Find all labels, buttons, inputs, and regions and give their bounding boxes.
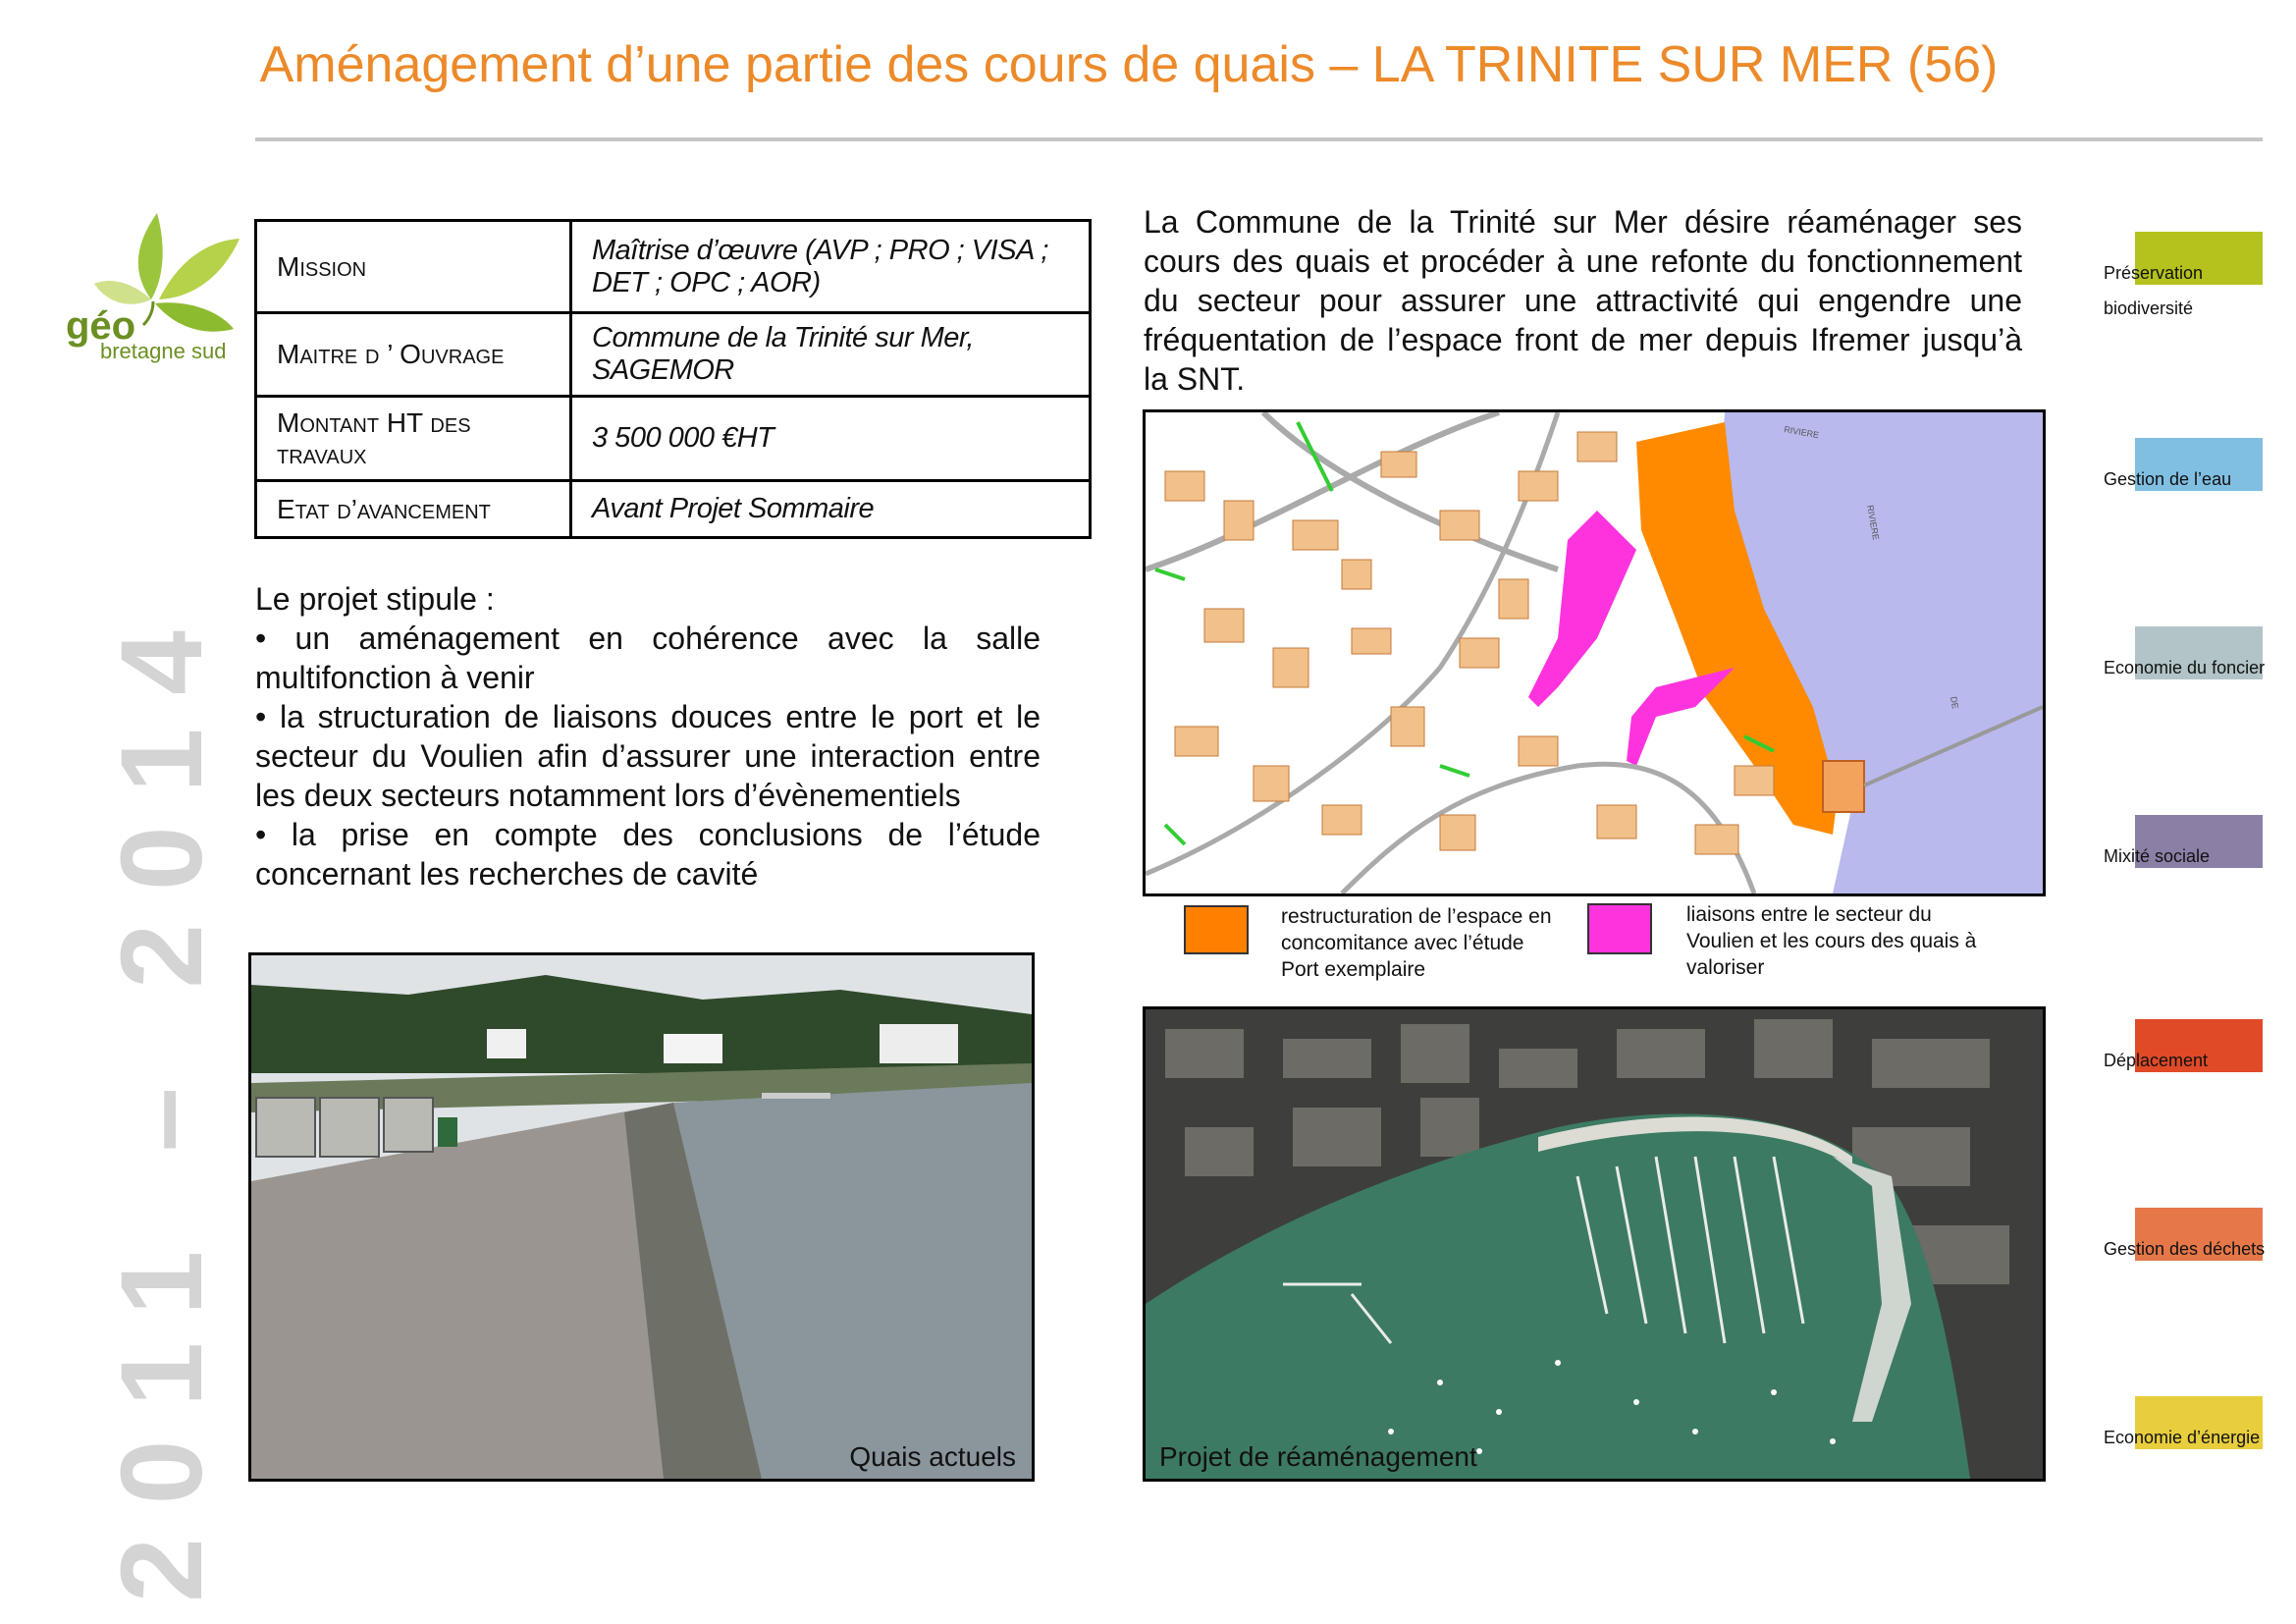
years-watermark: 2011 – 2014 [97,597,227,1602]
page-title: Aménagement d’une partie des cours de quais – LA TRINITE SUR MER (56) [259,36,1999,93]
theme-label: Gestion de l’eau [2104,469,2232,489]
table-row [256,221,1091,313]
photo-quais-actuels [248,952,1035,1482]
project-bullet: • un aménagement en cohérence avec la salle multifonction à venir [255,621,1041,695]
quay-photo [251,955,1032,1479]
map-label: DE [1949,695,1961,710]
project-stipulations [255,579,1041,893]
map-label: RIVIERE [1783,424,1820,441]
project-bullet: • la structuration de liaisons douces entre le port et le secteur du Voulien afin d’assurer une interaction entre les deux secteurs notamment lors d’évènementiels [255,699,1041,813]
info-key: Etat d’avancement [256,481,571,538]
theme-label: Gestion des déchets [2104,1239,2266,1259]
aerial-photo [1146,1009,2043,1479]
info-value: Maîtrise d’œuvre (AVP ; PRO ; VISA ; DET ; OPC ; AOR) [571,221,1091,313]
logo-text-region: bretagne sud [100,339,227,363]
info-key: Mission [256,221,571,313]
photo-projet [1143,1006,2046,1482]
theme-label: Mixité sociale [2104,846,2211,866]
legend-text: liaisons entre le secteur du Voulien et les cours des quais à valoriser [1686,903,1977,979]
project-info-table [254,219,1092,539]
legend-swatch-orange [1184,905,1249,954]
info-value: Commune de la Trinité sur Mer, SAGEMOR [571,313,1091,397]
theme-label: Economie du foncier [2104,658,2266,677]
legend-swatch-magenta [1587,903,1652,954]
legend-text: restructuration de l’espace en concomitance avec l’étude Port exemplaire [1281,905,1552,981]
info-value: Avant Projet Sommaire [571,481,1091,538]
info-value: 3 500 000 €HT [571,397,1091,481]
title-divider [255,137,2263,141]
theme-label: Préservation biodiversité [2104,263,2204,318]
geo-bretagne-sud-logo [61,201,247,368]
theme-label: Economie d’énergie [2104,1428,2261,1447]
table-row [256,313,1091,397]
table-row [256,481,1091,538]
theme-label: Déplacement [2104,1051,2209,1070]
map-drawing [1146,412,2043,893]
cadastral-map [1143,409,2046,896]
info-key: Montant HT des travaux [256,397,571,481]
photo-caption: Quais actuels [849,1441,1016,1472]
logo-text-geo: géo [66,304,136,348]
photo-caption: Projet de réaménagement [1159,1441,1477,1472]
map-label: RIVIERE [1865,504,1882,541]
info-key: Maitre d ’ Ouvrage [256,313,571,397]
project-bullet: • la prise en compte des conclusions de l’étude concernant les recherches de cavité [255,817,1041,892]
table-row [256,397,1091,481]
intro-paragraph: La Commune de la Trinité sur Mer désire réaménager ses cours des quais et procéder à une refonte du fonctionnement du secteur pour assurer une attractivité qui engendre une fréquentation de l’espace front de mer depuis Ifremer jusqu’à la SNT. [1144,204,2022,397]
project-heading: Le projet stipule : [255,581,495,617]
